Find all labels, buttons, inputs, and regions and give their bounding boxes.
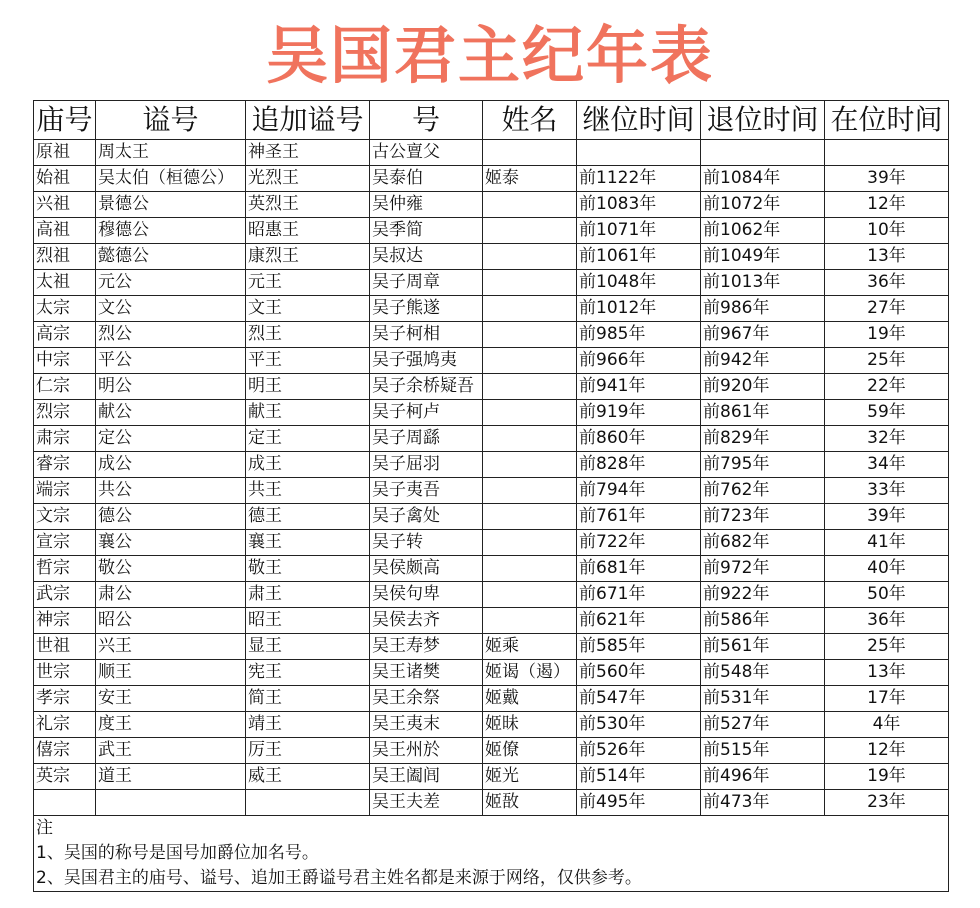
cell-posthumous-name: 平公 bbox=[96, 348, 246, 374]
cell-temple-name: 宣宗 bbox=[34, 530, 96, 556]
cell-personal-name: 姬泰 bbox=[483, 166, 577, 192]
cell-accession: 前530年 bbox=[577, 712, 701, 738]
cell-personal-name bbox=[483, 608, 577, 634]
cell-title-name: 吴侯颇高 bbox=[370, 556, 483, 582]
cell-title-name: 古公亶父 bbox=[370, 140, 483, 166]
cell-temple-name: 高宗 bbox=[34, 322, 96, 348]
table-row bbox=[34, 374, 949, 400]
cell-reign-length: 12年 bbox=[825, 192, 949, 218]
cell-title-name: 吴子熊遂 bbox=[370, 296, 483, 322]
cell-reign-length: 19年 bbox=[825, 764, 949, 790]
cell-posthumous-name: 定公 bbox=[96, 426, 246, 452]
table-row bbox=[34, 660, 949, 686]
table-row bbox=[34, 426, 949, 452]
page-title: 吴国君主纪年表 bbox=[265, 19, 714, 92]
cell-personal-name: 姬戴 bbox=[483, 686, 577, 712]
cell-temple-name: 高祖 bbox=[34, 218, 96, 244]
cell-reign-length: 13年 bbox=[825, 244, 949, 270]
cell-reign-length: 19年 bbox=[825, 322, 949, 348]
cell-accession: 前1071年 bbox=[577, 218, 701, 244]
cell-reign-length: 36年 bbox=[825, 270, 949, 296]
cell-temple-name bbox=[34, 790, 96, 816]
cell-title-name: 吴仲雍 bbox=[370, 192, 483, 218]
cell-title-name: 吴王阖闾 bbox=[370, 764, 483, 790]
cell-accession: 前681年 bbox=[577, 556, 701, 582]
cell-personal-name: 姬敔 bbox=[483, 790, 577, 816]
table-row bbox=[34, 686, 949, 712]
cell-reign-length: 36年 bbox=[825, 608, 949, 634]
cell-abdication: 前1084年 bbox=[701, 166, 825, 192]
cell-personal-name bbox=[483, 244, 577, 270]
cell-accession: 前1083年 bbox=[577, 192, 701, 218]
cell-accession: 前1012年 bbox=[577, 296, 701, 322]
cell-added-posthumous-name: 共王 bbox=[246, 478, 370, 504]
cell-abdication: 前1049年 bbox=[701, 244, 825, 270]
cell-personal-name bbox=[483, 348, 577, 374]
cell-title-name: 吴子禽处 bbox=[370, 504, 483, 530]
cell-title-name: 吴子柯卢 bbox=[370, 400, 483, 426]
cell-abdication: 前682年 bbox=[701, 530, 825, 556]
table-row bbox=[34, 166, 949, 192]
table-row bbox=[34, 400, 949, 426]
cell-added-posthumous-name: 神圣王 bbox=[246, 140, 370, 166]
cell-temple-name: 烈祖 bbox=[34, 244, 96, 270]
cell-posthumous-name: 吴太伯（桓德公） bbox=[96, 166, 246, 192]
table-body bbox=[34, 140, 949, 816]
cell-posthumous-name: 襄公 bbox=[96, 530, 246, 556]
cell-temple-name: 太宗 bbox=[34, 296, 96, 322]
cell-abdication: 前942年 bbox=[701, 348, 825, 374]
cell-personal-name bbox=[483, 426, 577, 452]
cell-abdication: 前561年 bbox=[701, 634, 825, 660]
table-row bbox=[34, 140, 949, 166]
cell-reign-length: 39年 bbox=[825, 166, 949, 192]
note-row bbox=[34, 816, 949, 842]
cell-accession: 前495年 bbox=[577, 790, 701, 816]
cell-title-name: 吴子夷吾 bbox=[370, 478, 483, 504]
cell-personal-name bbox=[483, 218, 577, 244]
cell-title-name: 吴侯去齐 bbox=[370, 608, 483, 634]
cell-added-posthumous-name: 英烈王 bbox=[246, 192, 370, 218]
cell-temple-name: 哲宗 bbox=[34, 556, 96, 582]
cell-added-posthumous-name: 肃王 bbox=[246, 582, 370, 608]
cell-abdication: 前920年 bbox=[701, 374, 825, 400]
cell-reign-length: 25年 bbox=[825, 634, 949, 660]
cell-posthumous-name: 懿德公 bbox=[96, 244, 246, 270]
table-row bbox=[34, 296, 949, 322]
cell-posthumous-name: 景德公 bbox=[96, 192, 246, 218]
cell-accession: 前671年 bbox=[577, 582, 701, 608]
cell-added-posthumous-name: 简王 bbox=[246, 686, 370, 712]
cell-reign-length: 33年 bbox=[825, 478, 949, 504]
cell-title-name: 吴子余桥疑吾 bbox=[370, 374, 483, 400]
table-row bbox=[34, 764, 949, 790]
header-added-posthumous-name: 追加谥号 bbox=[246, 101, 370, 140]
header-abdication: 退位时间 bbox=[701, 101, 825, 140]
table-row bbox=[34, 192, 949, 218]
cell-posthumous-name: 元公 bbox=[96, 270, 246, 296]
cell-temple-name: 始祖 bbox=[34, 166, 96, 192]
cell-posthumous-name: 安王 bbox=[96, 686, 246, 712]
cell-posthumous-name: 武王 bbox=[96, 738, 246, 764]
cell-reign-length: 25年 bbox=[825, 348, 949, 374]
cell-accession: 前919年 bbox=[577, 400, 701, 426]
cell-accession: 前514年 bbox=[577, 764, 701, 790]
cell-temple-name: 中宗 bbox=[34, 348, 96, 374]
cell-added-posthumous-name: 襄王 bbox=[246, 530, 370, 556]
cell-abdication: 前531年 bbox=[701, 686, 825, 712]
cell-personal-name bbox=[483, 322, 577, 348]
cell-abdication: 前972年 bbox=[701, 556, 825, 582]
notes-section bbox=[34, 816, 949, 892]
table-row bbox=[34, 790, 949, 816]
note-heading: 注 bbox=[34, 816, 949, 842]
cell-title-name: 吴叔达 bbox=[370, 244, 483, 270]
table-row bbox=[34, 530, 949, 556]
table-row bbox=[34, 712, 949, 738]
cell-added-posthumous-name: 烈王 bbox=[246, 322, 370, 348]
cell-posthumous-name: 文公 bbox=[96, 296, 246, 322]
cell-title-name: 吴王夷末 bbox=[370, 712, 483, 738]
cell-posthumous-name: 共公 bbox=[96, 478, 246, 504]
cell-abdication: 前496年 bbox=[701, 764, 825, 790]
table-row bbox=[34, 634, 949, 660]
cell-posthumous-name: 顺王 bbox=[96, 660, 246, 686]
cell-personal-name bbox=[483, 140, 577, 166]
ruler-table bbox=[33, 100, 949, 892]
cell-abdication: 前527年 bbox=[701, 712, 825, 738]
cell-posthumous-name: 兴王 bbox=[96, 634, 246, 660]
cell-posthumous-name: 德公 bbox=[96, 504, 246, 530]
cell-abdication: 前1072年 bbox=[701, 192, 825, 218]
cell-added-posthumous-name: 康烈王 bbox=[246, 244, 370, 270]
cell-title-name: 吴子周繇 bbox=[370, 426, 483, 452]
cell-added-posthumous-name bbox=[246, 790, 370, 816]
cell-title-name: 吴季简 bbox=[370, 218, 483, 244]
cell-temple-name: 太祖 bbox=[34, 270, 96, 296]
cell-abdication: 前922年 bbox=[701, 582, 825, 608]
cell-posthumous-name: 穆德公 bbox=[96, 218, 246, 244]
cell-added-posthumous-name: 宪王 bbox=[246, 660, 370, 686]
table-row bbox=[34, 504, 949, 530]
cell-personal-name bbox=[483, 192, 577, 218]
header-personal-name: 姓名 bbox=[483, 101, 577, 140]
cell-accession: 前621年 bbox=[577, 608, 701, 634]
cell-reign-length: 32年 bbox=[825, 426, 949, 452]
cell-abdication: 前473年 bbox=[701, 790, 825, 816]
cell-abdication: 前548年 bbox=[701, 660, 825, 686]
note-row bbox=[34, 841, 949, 866]
cell-accession: 前941年 bbox=[577, 374, 701, 400]
cell-title-name: 吴子强鸠夷 bbox=[370, 348, 483, 374]
cell-abdication: 前1062年 bbox=[701, 218, 825, 244]
cell-added-posthumous-name: 定王 bbox=[246, 426, 370, 452]
cell-reign-length: 17年 bbox=[825, 686, 949, 712]
cell-accession: 前985年 bbox=[577, 322, 701, 348]
cell-accession: 前722年 bbox=[577, 530, 701, 556]
cell-reign-length: 22年 bbox=[825, 374, 949, 400]
cell-accession bbox=[577, 140, 701, 166]
cell-personal-name bbox=[483, 504, 577, 530]
cell-personal-name bbox=[483, 296, 577, 322]
cell-title-name: 吴侯句卑 bbox=[370, 582, 483, 608]
cell-added-posthumous-name: 献王 bbox=[246, 400, 370, 426]
cell-temple-name: 仁宗 bbox=[34, 374, 96, 400]
cell-reign-length bbox=[825, 140, 949, 166]
cell-added-posthumous-name: 明王 bbox=[246, 374, 370, 400]
cell-temple-name: 孝宗 bbox=[34, 686, 96, 712]
cell-title-name: 吴子周章 bbox=[370, 270, 483, 296]
cell-reign-length: 27年 bbox=[825, 296, 949, 322]
table-row bbox=[34, 348, 949, 374]
cell-reign-length: 59年 bbox=[825, 400, 949, 426]
table-row bbox=[34, 556, 949, 582]
cell-abdication: 前986年 bbox=[701, 296, 825, 322]
note-text: 2、吴国君主的庙号、谥号、追加王爵谥号君主姓名都是来源于网络，仅供参考。 bbox=[34, 866, 949, 892]
cell-abdication: 前586年 bbox=[701, 608, 825, 634]
cell-accession: 前860年 bbox=[577, 426, 701, 452]
table-row bbox=[34, 582, 949, 608]
table-row bbox=[34, 218, 949, 244]
cell-reign-length: 41年 bbox=[825, 530, 949, 556]
cell-title-name: 吴子柯相 bbox=[370, 322, 483, 348]
table-row bbox=[34, 322, 949, 348]
cell-personal-name bbox=[483, 582, 577, 608]
cell-posthumous-name: 道王 bbox=[96, 764, 246, 790]
header-reign-length: 在位时间 bbox=[825, 101, 949, 140]
cell-title-name: 吴王夫差 bbox=[370, 790, 483, 816]
cell-temple-name: 英宗 bbox=[34, 764, 96, 790]
cell-accession: 前1061年 bbox=[577, 244, 701, 270]
cell-temple-name: 神宗 bbox=[34, 608, 96, 634]
cell-accession: 前1122年 bbox=[577, 166, 701, 192]
cell-personal-name bbox=[483, 478, 577, 504]
cell-accession: 前828年 bbox=[577, 452, 701, 478]
cell-accession: 前966年 bbox=[577, 348, 701, 374]
table-row bbox=[34, 738, 949, 764]
cell-posthumous-name: 敬公 bbox=[96, 556, 246, 582]
cell-abdication: 前762年 bbox=[701, 478, 825, 504]
cell-reign-length: 34年 bbox=[825, 452, 949, 478]
cell-temple-name: 世祖 bbox=[34, 634, 96, 660]
cell-abdication: 前967年 bbox=[701, 322, 825, 348]
cell-added-posthumous-name: 光烈王 bbox=[246, 166, 370, 192]
cell-abdication bbox=[701, 140, 825, 166]
cell-title-name: 吴王诸樊 bbox=[370, 660, 483, 686]
cell-abdication: 前515年 bbox=[701, 738, 825, 764]
cell-temple-name: 睿宗 bbox=[34, 452, 96, 478]
cell-reign-length: 10年 bbox=[825, 218, 949, 244]
cell-personal-name: 姬僚 bbox=[483, 738, 577, 764]
cell-temple-name: 肃宗 bbox=[34, 426, 96, 452]
cell-personal-name bbox=[483, 556, 577, 582]
cell-temple-name: 烈宗 bbox=[34, 400, 96, 426]
cell-reign-length: 4年 bbox=[825, 712, 949, 738]
cell-reign-length: 40年 bbox=[825, 556, 949, 582]
cell-personal-name bbox=[483, 270, 577, 296]
table-row bbox=[34, 244, 949, 270]
cell-title-name: 吴王余祭 bbox=[370, 686, 483, 712]
cell-reign-length: 50年 bbox=[825, 582, 949, 608]
cell-temple-name: 礼宗 bbox=[34, 712, 96, 738]
cell-added-posthumous-name: 昭惠王 bbox=[246, 218, 370, 244]
cell-temple-name: 文宗 bbox=[34, 504, 96, 530]
cell-temple-name: 世宗 bbox=[34, 660, 96, 686]
cell-added-posthumous-name: 敬王 bbox=[246, 556, 370, 582]
cell-posthumous-name: 献公 bbox=[96, 400, 246, 426]
cell-title-name: 吴王寿梦 bbox=[370, 634, 483, 660]
cell-reign-length: 13年 bbox=[825, 660, 949, 686]
cell-added-posthumous-name: 厉王 bbox=[246, 738, 370, 764]
cell-accession: 前794年 bbox=[577, 478, 701, 504]
table-row bbox=[34, 478, 949, 504]
table-row bbox=[34, 270, 949, 296]
cell-posthumous-name bbox=[96, 790, 246, 816]
note-row bbox=[34, 866, 949, 892]
cell-title-name: 吴王州於 bbox=[370, 738, 483, 764]
cell-temple-name: 端宗 bbox=[34, 478, 96, 504]
cell-abdication: 前795年 bbox=[701, 452, 825, 478]
header-temple-name: 庙号 bbox=[34, 101, 96, 140]
cell-temple-name: 武宗 bbox=[34, 582, 96, 608]
cell-accession: 前526年 bbox=[577, 738, 701, 764]
cell-personal-name: 姬光 bbox=[483, 764, 577, 790]
cell-reign-length: 23年 bbox=[825, 790, 949, 816]
cell-reign-length: 12年 bbox=[825, 738, 949, 764]
cell-abdication: 前723年 bbox=[701, 504, 825, 530]
cell-posthumous-name: 明公 bbox=[96, 374, 246, 400]
table-row bbox=[34, 608, 949, 634]
cell-posthumous-name: 烈公 bbox=[96, 322, 246, 348]
cell-added-posthumous-name: 显王 bbox=[246, 634, 370, 660]
cell-accession: 前547年 bbox=[577, 686, 701, 712]
cell-temple-name: 僖宗 bbox=[34, 738, 96, 764]
cell-added-posthumous-name: 文王 bbox=[246, 296, 370, 322]
header-accession: 继位时间 bbox=[577, 101, 701, 140]
cell-personal-name bbox=[483, 530, 577, 556]
note-text: 1、吴国的称号是国号加爵位加名号。 bbox=[34, 841, 949, 866]
header-posthumous-name: 谥号 bbox=[96, 101, 246, 140]
cell-personal-name: 姬谒（遏） bbox=[483, 660, 577, 686]
cell-abdication: 前861年 bbox=[701, 400, 825, 426]
cell-personal-name bbox=[483, 452, 577, 478]
cell-added-posthumous-name: 昭王 bbox=[246, 608, 370, 634]
cell-title-name: 吴子屈羽 bbox=[370, 452, 483, 478]
cell-added-posthumous-name: 威王 bbox=[246, 764, 370, 790]
cell-personal-name bbox=[483, 374, 577, 400]
table-row bbox=[34, 452, 949, 478]
cell-temple-name: 原祖 bbox=[34, 140, 96, 166]
cell-title-name: 吴子转 bbox=[370, 530, 483, 556]
cell-posthumous-name: 周太王 bbox=[96, 140, 246, 166]
cell-accession: 前1048年 bbox=[577, 270, 701, 296]
cell-accession: 前761年 bbox=[577, 504, 701, 530]
cell-added-posthumous-name: 平王 bbox=[246, 348, 370, 374]
cell-abdication: 前1013年 bbox=[701, 270, 825, 296]
cell-posthumous-name: 度王 bbox=[96, 712, 246, 738]
cell-added-posthumous-name: 元王 bbox=[246, 270, 370, 296]
cell-posthumous-name: 昭公 bbox=[96, 608, 246, 634]
cell-reign-length: 39年 bbox=[825, 504, 949, 530]
cell-accession: 前560年 bbox=[577, 660, 701, 686]
cell-posthumous-name: 肃公 bbox=[96, 582, 246, 608]
cell-personal-name: 姬乘 bbox=[483, 634, 577, 660]
cell-title-name: 吴泰伯 bbox=[370, 166, 483, 192]
cell-added-posthumous-name: 德王 bbox=[246, 504, 370, 530]
cell-personal-name bbox=[483, 400, 577, 426]
cell-abdication: 前829年 bbox=[701, 426, 825, 452]
cell-posthumous-name: 成公 bbox=[96, 452, 246, 478]
cell-temple-name: 兴祖 bbox=[34, 192, 96, 218]
header-row bbox=[34, 101, 949, 140]
cell-added-posthumous-name: 靖王 bbox=[246, 712, 370, 738]
cell-added-posthumous-name: 成王 bbox=[246, 452, 370, 478]
header-title-name: 号 bbox=[370, 101, 483, 140]
cell-personal-name: 姬昧 bbox=[483, 712, 577, 738]
cell-accession: 前585年 bbox=[577, 634, 701, 660]
